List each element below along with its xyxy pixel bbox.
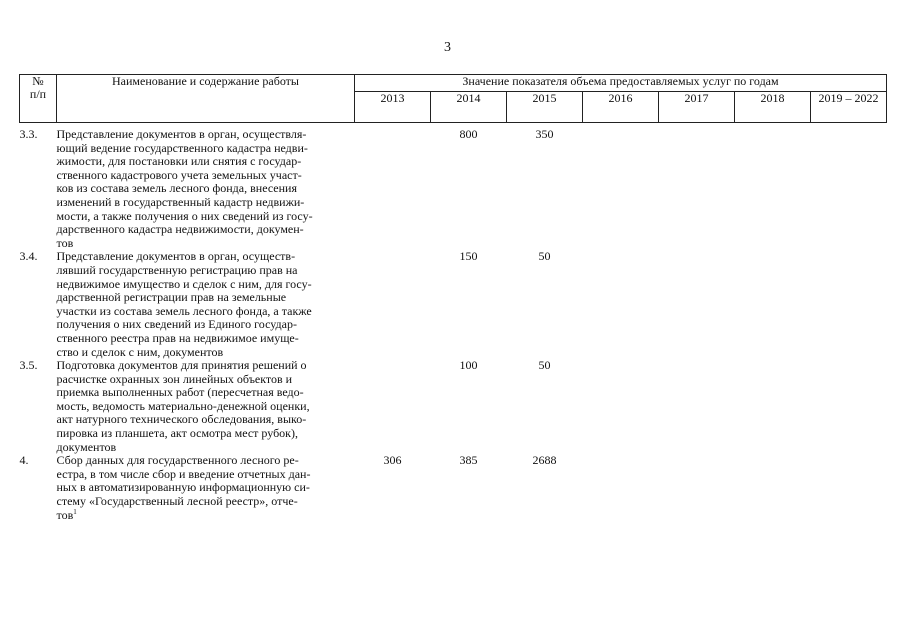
value-2016 bbox=[583, 454, 659, 522]
header-year-2014: 2014 bbox=[431, 92, 507, 123]
value-2013: 306 bbox=[383, 453, 402, 468]
value-2016 bbox=[583, 128, 659, 250]
value-2014: 150 bbox=[459, 249, 478, 264]
row-number: 3.4. bbox=[19, 249, 38, 264]
value-2018 bbox=[735, 359, 811, 454]
value-2019-2022 bbox=[811, 359, 887, 454]
header-year-2013: 2013 bbox=[355, 92, 431, 123]
value-2015: 2688 bbox=[532, 453, 557, 468]
value-2019-2022 bbox=[811, 454, 887, 522]
value-2013 bbox=[355, 359, 431, 454]
value-2017 bbox=[659, 359, 735, 454]
table-row bbox=[20, 128, 887, 250]
header-year-2018: 2018 bbox=[735, 92, 811, 123]
header-year-2017: 2017 bbox=[659, 92, 735, 123]
services-volume-table bbox=[19, 74, 887, 522]
table-body bbox=[20, 123, 887, 523]
row-number: 3.3. bbox=[19, 127, 38, 141]
row-number: 3.5. bbox=[19, 358, 38, 373]
work-description: Подготовка документов для принятия решений о расчистке охранных зон линейных объектов и приемка выполненных работ (пересчетная ведо- мость, ведомость материально-денежной оценки, акт натурного технического обследования, выко- пировка из планшета, акт осмотра мест рубок), документов bbox=[56, 358, 310, 454]
work-description: Представление документов в орган, осуществля- ющий ведение государственного кадастра недви- жимости, для постановки или снятия с государ- ственного кадастрового учета земельных участ- ков из состава земель лесного фонда, внесения изменений в государственный кадастр недвижи- мости, а также получения о них сведений из госу- дарственного кадастра недвижимости, докумен- тов bbox=[56, 127, 313, 250]
value-2015: 50 bbox=[538, 358, 551, 373]
value-2018 bbox=[735, 128, 811, 250]
table-row bbox=[20, 250, 887, 359]
table-row bbox=[20, 454, 887, 522]
work-description-cell bbox=[57, 454, 355, 522]
header-work-name: Наименование и содержание работы bbox=[57, 75, 355, 123]
value-2017 bbox=[659, 454, 735, 522]
value-2018 bbox=[735, 250, 811, 359]
value-2016 bbox=[583, 250, 659, 359]
value-2018 bbox=[735, 454, 811, 522]
value-2019-2022 bbox=[811, 128, 887, 250]
work-description: Представление документов в орган, осуществ- лявший государственную регистрацию прав на недвижимое имущество и сделок с ним, для госу- дарственной регистрации прав на земельные участки из состава земель лесного фонда, а также получения о них сведений из Единого государ- ственного реестра прав на недвижимое имуще- ство и сделок с ним, документов bbox=[56, 249, 312, 359]
table-row bbox=[20, 359, 887, 454]
header-year-2019-2022: 2019 – 2022 bbox=[811, 92, 887, 123]
header-row-number bbox=[20, 75, 57, 123]
value-2015: 350 bbox=[535, 127, 554, 141]
value-2016 bbox=[583, 359, 659, 454]
work-description: Сбор данных для государственного лесного ре- естра, в том числе сбор и введение отчетных дан- ных в автоматизированную информационную си- стему «Государственный лесной реестр», отче- тов bbox=[56, 453, 311, 522]
header-year-2016: 2016 bbox=[583, 92, 659, 123]
value-2017 bbox=[659, 128, 735, 250]
header-row-number-label: № п/п bbox=[29, 74, 47, 101]
value-2014: 385 bbox=[459, 453, 478, 468]
header-year-2015: 2015 bbox=[507, 92, 583, 123]
header-values-group: Значение показателя объема предоставляемых услуг по годам bbox=[355, 75, 887, 92]
table-header bbox=[20, 75, 887, 123]
footnote-mark: 1 bbox=[73, 507, 77, 516]
row-number: 4. bbox=[19, 453, 29, 468]
value-2019-2022 bbox=[811, 250, 887, 359]
value-2014: 800 bbox=[459, 127, 478, 141]
value-2017 bbox=[659, 250, 735, 359]
value-2013 bbox=[355, 128, 431, 250]
page-number: 3 bbox=[444, 40, 451, 55]
value-2013 bbox=[355, 250, 431, 359]
value-2015: 50 bbox=[538, 249, 551, 264]
value-2014: 100 bbox=[459, 358, 478, 373]
